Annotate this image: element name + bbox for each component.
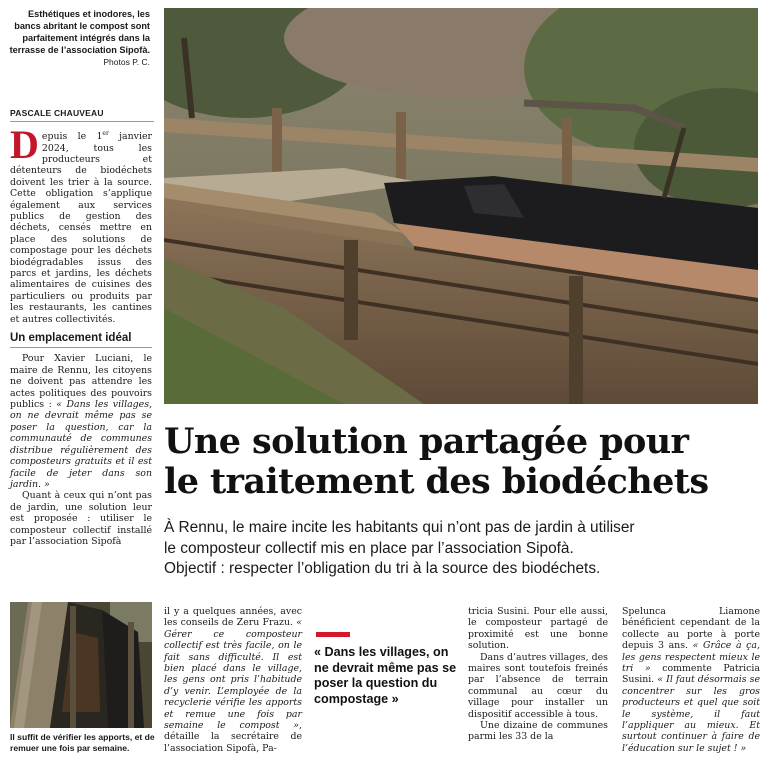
compost-bench-illustration — [164, 8, 758, 404]
composter-photo-small — [10, 602, 152, 728]
photo-credit: Photos P. C. — [103, 57, 150, 67]
paragraph-mayor-text: Pour Xavier Luciani, le maire de Rennu, les citoyens ne doivent pas attendre les actes politiques des pouvoirs publics : — [10, 353, 152, 411]
standfirst — [164, 518, 760, 580]
composter-photo-main — [164, 8, 758, 404]
column-b-paragraph-2: Dans d’autres villages, des maires sont toutefois freinés par l’absence de terrain communal au cœur du village pour installer un dispositif accessible à tous. — [468, 651, 608, 720]
standfirst-line-1: À Rennu, le maire incite les habitants qui n’ont pas de jardin à utiliser — [164, 519, 635, 536]
column-c-text-2: commente Patricia Susini. — [622, 663, 760, 686]
susini-quote-2: « Il faut désormais se concentrer sur les gros producteurs et quel que soit le système, il faut l’appliquer au mieux. Et surtout continuer à faire de l’éducation sur le sujet ! » — [622, 674, 760, 754]
column-c-text-1: Spelunca Liamone bénéficient cependant de la collecte au porte à porte depuis 3 ans. — [622, 606, 760, 652]
standfirst-line-3: Objectif : respecter l’obligation du tri à la source des biodéchets. — [164, 560, 601, 577]
column-a-paragraph — [164, 606, 302, 754]
caption-top-text: Esthétiques et inodores, les bancs abritant le compost sont parfaitement intégrés dans la terrasse de l’association Sipofà. — [9, 9, 150, 55]
subheading: Un emplacement idéal — [10, 332, 132, 345]
intro-paragraph — [10, 122, 152, 325]
photo-caption-top — [4, 8, 150, 68]
standfirst-line-2: le composteur collectif mis en place par l’association Sipofà. — [164, 539, 574, 557]
pullquote: « Dans les villages, on ne devrait même pas se poser la question du compostage » — [314, 645, 457, 706]
article-column-left — [10, 122, 152, 547]
headline-line-1: Une solution partagée pour — [164, 421, 689, 462]
dropcap: D — [10, 122, 39, 167]
column-a-text-2: , détaille la secrétaire de l’association Sipofà, Pa- — [164, 720, 302, 754]
column-b-paragraph-1: tricia Susini. Pour elle aussi, le composteur partagé de proximité est une bonne solution. — [468, 606, 608, 652]
subheading-divider — [10, 347, 152, 348]
intro-text-b: janvier 2024, tous les producteurs et détenteurs de biodéchets doivent les trier à la source. Cette obligation s’applique également aux services publics de gestion des déchets, censés mettre en place des solutions de compostage pour les déchets biodégradables issus des parcs et jardins, les déchets alimentaires de cuisines des particuliers ou produits par les restaurants, les cantines et autres collectivités. — [10, 131, 152, 325]
intro-superscript: er — [102, 130, 109, 137]
article-column-a — [164, 606, 302, 754]
susini-quote-1: « Grâce à ça, les gens respectent mieux le tri » — [622, 640, 760, 675]
column-a-text-1: il y a quelques années, avec les conseils de Zeru Frazu. — [164, 606, 302, 629]
intro-text-a: epuis le 1 — [41, 131, 103, 143]
composter-illustration-small — [10, 602, 152, 728]
paragraph-solution: Quant à ceux qui n’ont pas de jardin, une solution leur est proposée : utiliser le composteur collectif installé par l’association Sipofà — [10, 490, 152, 547]
headline — [164, 422, 760, 502]
column-c-paragraph — [622, 606, 760, 754]
paragraph-mayor — [10, 353, 152, 490]
mayor-quote: « Dans les villages, on ne devrait même pas se poser la question, car la communauté de communes distribue régulièrement des composteurs gratuits et il est facile de jeter dans son jardin. » — [10, 399, 152, 490]
article-column-c — [622, 606, 760, 754]
article-column-b — [468, 606, 608, 743]
photo-caption-bottom: Il suffit de vérifier les apports, et de remuer une fois par semaine. — [10, 732, 155, 753]
secretary-quote: « Gérer ce composteur collectif est très facile, on le fait sans difficulté. Il est bien placé dans le village, les gens ont pris l’habitude d’y venir. L’employée de la recyclerie vérifie les apports et remue une fois par semaine le compost » — [164, 617, 302, 732]
pullquote-accent-bar — [316, 632, 350, 637]
byline: PASCALE CHAUVEAU — [10, 108, 104, 118]
column-b-paragraph-3: Une dizaine de communes parmi les 33 de la — [468, 720, 608, 743]
headline-line-2: le traitement des biodéchets — [164, 461, 709, 502]
